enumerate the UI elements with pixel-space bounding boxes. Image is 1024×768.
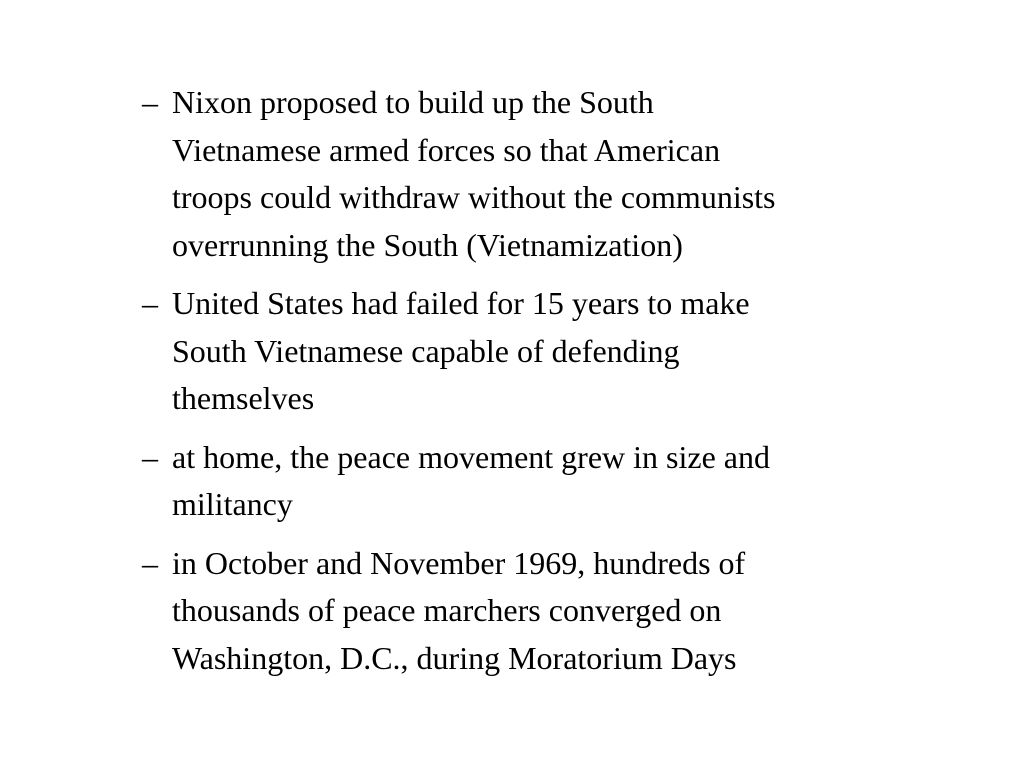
bullet-list [142, 79, 942, 693]
text-line: thousands of peace marchers converged on [172, 592, 722, 628]
text-line: troops could withdraw without the communists [172, 179, 776, 215]
bullet-item [142, 79, 942, 269]
text-line: Nixon proposed to build up the South [172, 84, 654, 120]
bullet-text [172, 280, 942, 423]
text-line: overrunning the South (Vietnamization) [172, 226, 683, 263]
dash-bullet-icon: – [142, 438, 158, 475]
bullet-text [172, 79, 942, 269]
dash-bullet-icon: – [142, 285, 158, 321]
bullet-item [142, 280, 942, 423]
dash-bullet-icon: – [142, 84, 158, 120]
bullet-item [142, 540, 942, 683]
text-line: at home, the peace movement grew in size and [172, 438, 770, 475]
text-line: Washington, D.C., during Moratorium Days [172, 639, 737, 676]
bullet-text [172, 540, 942, 683]
text-line: South Vietnamese capable of defending [172, 332, 680, 369]
bullet-text [172, 434, 942, 529]
text-line: themselves [172, 380, 315, 416]
bullet-item [142, 434, 942, 529]
dash-bullet-icon: – [142, 544, 158, 581]
text-line: in October and November 1969, hundreds of [172, 544, 746, 581]
text-line: militancy [172, 486, 293, 522]
text-line: United States had failed for 15 years to make [172, 285, 750, 321]
text-line: Vietnamese armed forces so that American [172, 131, 721, 168]
